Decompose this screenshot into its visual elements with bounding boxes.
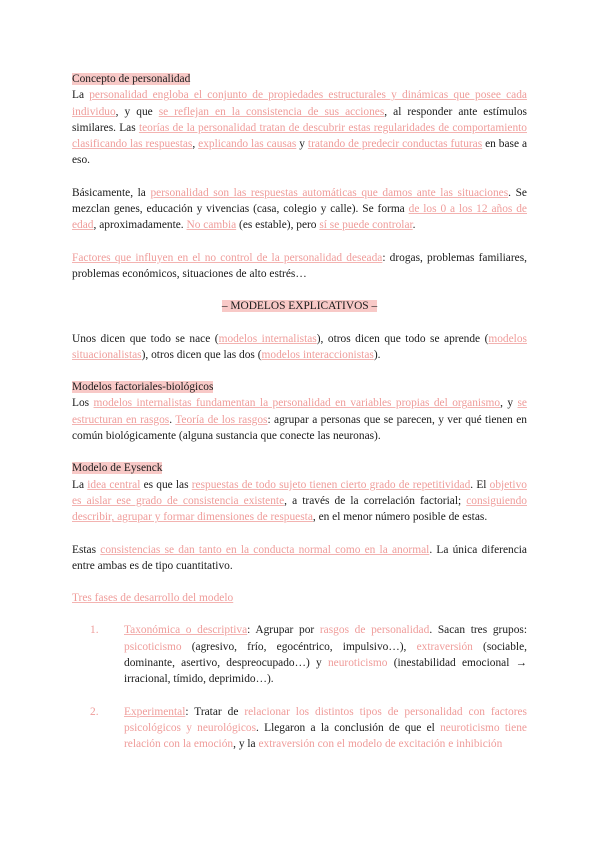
text-run: : agrupar a personas que se parecen, y ver qué tienen en común biológicamente (alguna sustancia que conecte las neuronas). xyxy=(72,413,527,443)
highlighted-term: extraversión xyxy=(416,640,473,653)
document-body xyxy=(72,71,527,753)
text-run: (inestabilidad emocional → irracional, tímido, deprimido…). xyxy=(124,657,528,686)
highlighted-term: personalidad son las respuestas automáticas que damos ante las situaciones xyxy=(150,186,509,199)
highlighted-term: modelos situacionalistas xyxy=(72,332,527,361)
text-run: : Agrupar por xyxy=(247,624,320,637)
text-run: La xyxy=(72,478,88,491)
text-run: , y xyxy=(500,397,518,410)
text-run: , en el menor número posible de estas. xyxy=(312,511,488,524)
text-run: . xyxy=(169,413,176,426)
paragraph-eysenck-consistency xyxy=(72,542,527,575)
highlighted-term: rasgos de personalidad xyxy=(319,624,430,637)
highlighted-term: No cambia xyxy=(186,219,237,232)
models-heading: – MODELOS EXPLICATIVOS – xyxy=(221,300,378,313)
highlighted-term: neuroticismo tiene relación con la emoción xyxy=(124,721,527,751)
phases-list xyxy=(72,622,527,752)
highlighted-term: consiguiendo describir, agrupar y formar dimensiones de respuesta xyxy=(72,494,527,524)
phase-2-text xyxy=(124,706,527,751)
highlighted-term: explicando las causas xyxy=(198,138,297,151)
text-run: ), otros dicen que todo se aprende ( xyxy=(316,332,489,345)
text-run: . Se mezclan genes, educación y vivencias (casa, colegio y calle). Se forma xyxy=(72,186,527,216)
text-run: , y la xyxy=(233,738,259,751)
text-run: (es estable), pero xyxy=(236,219,320,232)
text-run: , a través de la correlación factorial; xyxy=(284,494,467,507)
text-run: ). xyxy=(373,348,381,361)
paragraph-factors xyxy=(72,250,527,283)
section-title-eysenck: Modelo de Eysenck xyxy=(72,462,163,475)
highlighted-term: tratando de predecir conductas futuras xyxy=(307,138,483,151)
list-item-phase-2 xyxy=(90,704,527,753)
list-item-phase-1 xyxy=(90,622,527,687)
text-run: La xyxy=(72,89,90,102)
highlighted-term: modelos internalistas fundamentan la personalidad en variables propias del organismo xyxy=(93,397,501,410)
text-run: Estas xyxy=(72,543,101,556)
paragraph-basically xyxy=(72,185,527,234)
highlighted-term: sí se puede controlar xyxy=(319,219,413,232)
text-run: y xyxy=(296,138,308,151)
text-run: Básicamente, la xyxy=(72,186,151,199)
highlighted-term: idea central xyxy=(87,478,141,491)
phases-title: Tres fases de desarrollo del modelo xyxy=(72,592,234,605)
highlighted-term: relacionar los distintos tipos de personalidad con factores psicológicos y neurológicos xyxy=(124,705,527,734)
highlighted-term: consistencias se dan tanto en la conducta normal como en la anormal xyxy=(100,543,430,556)
highlighted-term: se estructuran en rasgos xyxy=(72,397,527,426)
paragraph-definition xyxy=(72,87,527,168)
highlighted-term: modelos internalistas xyxy=(218,332,317,345)
text-run: , y que xyxy=(115,105,159,118)
paragraph-models-intro xyxy=(72,331,527,364)
text-run: , xyxy=(192,138,199,151)
highlighted-term: se reflejan en la consistencia de sus acciones xyxy=(158,105,385,118)
text-run: es que las xyxy=(140,478,192,491)
text-run: (agresivo, frío, egocéntrico, impulsivo…), xyxy=(181,640,417,653)
highlighted-term: Factores que influyen en el no control de la personalidad deseada xyxy=(72,251,383,264)
section-title-factorial: Modelos factoriales-biológicos xyxy=(72,381,214,394)
text-run: (sociable, dominante, asertivo, despreocupado…) y xyxy=(124,640,527,670)
text-run: : drogas, problemas familiares, problemas económicos, situaciones de alto estrés… xyxy=(72,251,527,280)
highlighted-term: Teoría de los rasgos xyxy=(175,413,268,426)
text-run: . Llegaron a la conclusión de que el xyxy=(256,721,441,734)
text-run: Los xyxy=(72,397,94,410)
highlighted-term: extraversión con el modelo de excitación e inhibición xyxy=(258,738,503,751)
list-number: 1. xyxy=(90,624,99,637)
section-title-personalidad: Concepto de personalidad xyxy=(72,73,191,85)
highlighted-term: teorías de la personalidad tratan de descubrir estas regularidades de comportamiento clasificando las respuestas xyxy=(72,121,527,151)
paragraph-factorial xyxy=(72,395,527,444)
highlighted-term: modelos interaccionistas xyxy=(261,348,374,361)
text-run: , aproximadamente. xyxy=(93,219,187,232)
list-number: 2. xyxy=(90,705,99,718)
text-run: . La única diferencia entre ambas es de tipo cuantitativo. xyxy=(72,543,527,572)
highlighted-term: psicoticismo xyxy=(124,640,182,653)
highlighted-term: respuestas de todo sujeto tienen cierto grado de repetitividad xyxy=(191,478,471,491)
text-run: . El xyxy=(470,478,490,491)
text-run: en base a eso. xyxy=(72,138,527,167)
paragraph-eysenck-idea xyxy=(72,477,527,526)
text-run: ), otros dicen que las dos ( xyxy=(141,348,262,361)
text-run: : Tratar de xyxy=(185,705,245,718)
highlighted-term: personalidad engloba el conjunto de propiedades estructurales y dinámicas que posee cada individuo xyxy=(72,89,527,118)
text-run: , al responder ante estímulos similares. Las xyxy=(72,105,527,134)
text-run: Unos dicen que todo se nace ( xyxy=(72,332,219,345)
highlighted-term: objetivo es aislar ese grado de consistencia existente xyxy=(72,478,527,507)
text-run: . xyxy=(412,219,416,232)
text-run: . Sacan tres grupos: xyxy=(429,624,528,637)
highlighted-term: neuroticismo xyxy=(327,657,388,670)
highlighted-term: de los 0 a los 12 años de edad xyxy=(72,203,527,232)
highlighted-term: Taxonómica o descriptiva xyxy=(124,624,248,637)
phase-1-text xyxy=(124,624,527,685)
highlighted-term: Experimental xyxy=(124,705,186,718)
